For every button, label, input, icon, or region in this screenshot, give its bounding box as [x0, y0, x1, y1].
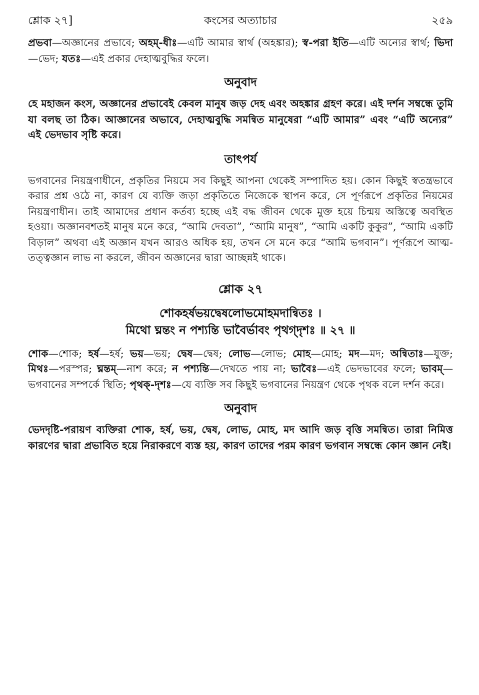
synonym-meaning: —এটি আমার স্বার্থ (অহঙ্কার); [177, 38, 303, 49]
synonym-term: দ্বেষ [176, 347, 193, 360]
synonym-term: ন পশ্যন্তি [172, 363, 210, 375]
purport-text: ভগবানের নিয়ন্ত্রণাধীনে, প্রকৃতির নিয়মে সব কিছুই আপনা থেকেই সম্পাদিত হয়। কোন কিছুই স্বতন্ত্রভাবে করার প্রশ্ন ওঠে না, কারণ যে ব্যক্তি জড়া প্রকৃতিতে নিজেকে স্থাপন করে, সে পূর্ণরূপে প্রকৃতির নিয়মের নিয়ন্ত্রণাধীন। তাই আমাদের প্রধান কর্তব্য হচ্ছে এই বদ্ধ জীবন থেকে মুক্ত হয়ে চিন্ময় অস্তিত্বে অবস্থিত হওয়া। অজ্ঞানবশতই মানুষ মনে করে, “আমি দেবতা”, “আমি মানুষ”, “আমি একটি কুকুর”, “আমি একটি বিড়াল” অথবা এই অজ্ঞান যখন আরও অধিক হয়, তখন সে মনে করে “আমি ভগবান”। পূর্ণরূপে আত্ম-তত্ত্বজ্ঞান লাভ না করলে, জীবন অজ্ঞানের দ্বারা আচ্ছন্নই থাকে। [28, 175, 453, 264]
translation-heading: অনুবাদ [224, 75, 257, 89]
synonym-term: মোহ [292, 347, 311, 360]
synonym-meaning: —শোক; [48, 348, 89, 360]
synonym-meaning: —নাশ করে; [116, 364, 173, 375]
synonym-meaning: —মদ; [359, 348, 391, 360]
synonym-term: ভিদা [434, 37, 453, 49]
synonym-meaning: —মোহ; [310, 348, 349, 360]
synonyms-top [28, 36, 453, 67]
synonym-meaning: —যুক্ত; [423, 348, 453, 360]
synonym-meaning: —ভয়; [143, 348, 177, 360]
synonym-meaning: —এই ভেদভাবের ফলে; [316, 364, 421, 375]
verse-line-1: শোকহর্ষভয়দ্বেষলোভমোহমদান্বিতঃ । [159, 305, 322, 320]
header-chapter-title: কংসের অত্যাচার [203, 14, 277, 27]
header-verse-ref: শ্লোক ২৭] [28, 14, 73, 27]
synonym-meaning: —হর্ষ; [99, 348, 130, 360]
verse-number: শ্লোক ২৭ [218, 281, 263, 296]
synonym-meaning: —দ্বেষ; [192, 348, 229, 360]
translation-text: ভেদদৃষ্টি-পরায়ণ ব্যক্তিরা শোক, হর্ষ, ভয়, দ্বেষ, লোভ, মোহ, মদ আদি জড় বৃত্তি সমন্বিত। তারা নিমিত্ত কারণের দ্বারা প্রভাবিত হয়ে নিরাকরণে ব্যস্ত হয়, কারণ তাদের পরম কারণ ভগবান সম্বন্ধে কোন জ্ঞান নেই। [28, 424, 453, 452]
purport-heading: তাৎপর্য [224, 151, 257, 166]
synonym-meaning: —ভগবানের সম্পর্কে স্থিতি; [28, 364, 453, 391]
synonym-term: পৃথক্‌-দৃশঃ [129, 378, 172, 391]
synonym-term: হর্ষ [88, 347, 100, 360]
synonym-meaning: —দেখতে পায় না; [209, 364, 291, 375]
synonym-meaning: —ভেদ; [28, 53, 62, 65]
header-page-number: ২৫৯ [431, 14, 453, 27]
synonym-term: স্ব-পরা ইতি [302, 37, 349, 49]
synonym-meaning: —অজ্ঞানের প্রভাবে; [51, 38, 139, 49]
synonym-term: ভাবৈঃ [290, 363, 317, 375]
synonym-term: লোভ [228, 347, 251, 360]
synonym-term: মদ [348, 347, 360, 360]
verse-line-2: মিথো ঘ্নন্তং ন পশ্যন্তি ভাবৈর্ভাবং পৃথগ্‌দৃশঃ ॥ ২৭ ॥ [125, 322, 356, 337]
synonym-term: ভাবম্‌ [420, 363, 443, 375]
synonym-term: মিথঃ [28, 363, 49, 375]
synonym-term: যতঃ [61, 52, 81, 65]
synonym-term: ঘ্নন্তম্‌ [97, 363, 117, 375]
synonym-term: প্রভবা [28, 37, 52, 49]
page-header [28, 10, 453, 28]
translation-text: হে মহাজন কংস, অজ্ঞানের প্রভাবেই কেবল মানুষ জড় দেহ এবং অহঙ্কার গ্রহণ করে। এই দর্শন সম্বন্ধে তুমি যা বলছ তা ঠিক। আজ্ঞানের অভাবে, দেহাত্মবুদ্ধি সমন্বিত মানুষেরা “এটি আমার” এবং “এটি অন্যের” এই ভেদভাব সৃষ্টি করে। [28, 98, 453, 141]
synonym-meaning: —এই প্রকার দেহাত্মবুদ্ধির ফলে। [80, 53, 210, 65]
translation-heading: অনুবাদ [224, 401, 257, 415]
synonym-term: অন্বিতাঃ [390, 347, 424, 360]
synonym-meaning: —পরস্পর; [48, 364, 98, 375]
synonyms-verse [28, 347, 453, 394]
synonym-term: শোক [28, 347, 49, 360]
synonym-meaning: —যে ব্যক্তি সব কিছুই ভগবানের নিয়ন্ত্রণ থেকে পৃথক বলে দর্শন করে। [171, 379, 445, 391]
synonym-term: ভয় [129, 347, 144, 360]
synonym-term: অহম্‌-ধীঃ [138, 37, 178, 49]
synonym-meaning: —এটি অন্যের স্বার্থ; [348, 38, 435, 49]
synonym-meaning: —লোভ; [250, 348, 293, 360]
